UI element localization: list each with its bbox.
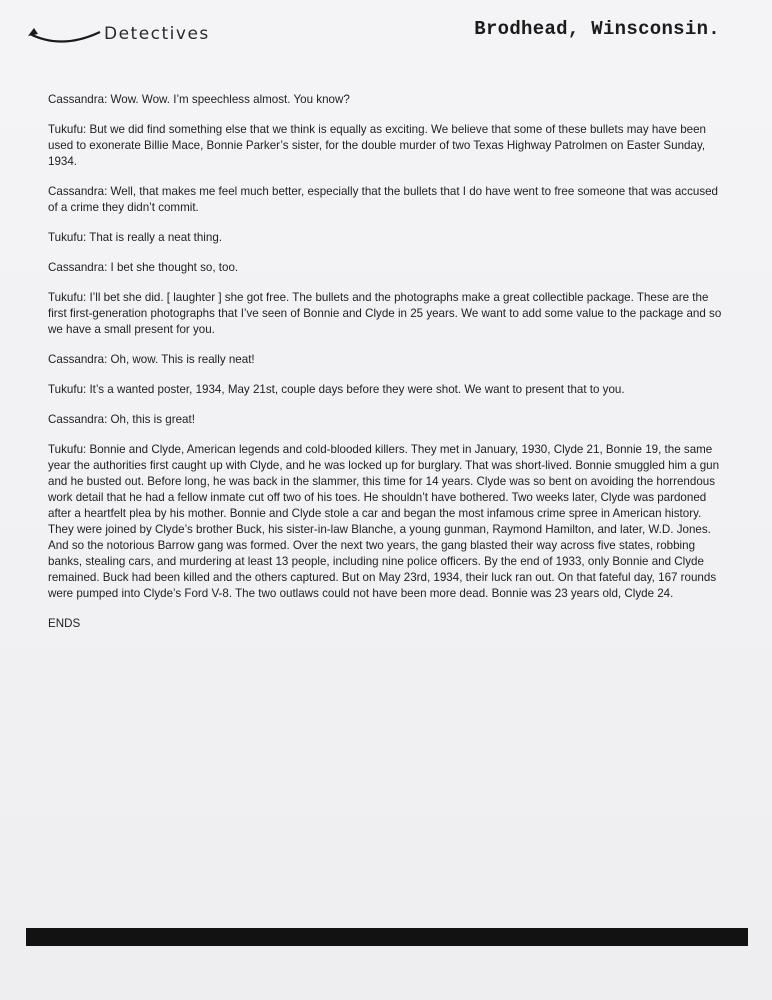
transcript-paragraph: Cassandra: Well, that makes me feel much better, especially that the bullets that I do have went to free someone that was accused of a crime they didn’t commit. (48, 185, 719, 214)
transcript-paragraph: Tukufu: But we did find something else that we think is equally as exciting. We believe that some of these bullets may have been used to exonerate Billie Mace, Bonnie Parker’s sister, for the double murder of two Texas Highway Patrolmen on Easter Sunday, 1934. (48, 123, 706, 168)
transcript-paragraph: Tukufu: I’ll bet she did. [ laughter ] she got free. The bullets and the photographs make a great collectible package. These are the first first-generation photographs that I’ve seen of Bonnie and Clyde in 25 years. We want to add some value to the package and so we have a small present for you. (48, 291, 722, 336)
transcript-paragraph: Cassandra: I bet she thought so, too. (48, 261, 239, 274)
transcript-ends: ENDS (48, 617, 81, 630)
transcript-paragraph: Cassandra: Oh, this is great! (48, 413, 195, 426)
location-heading: Brodhead, Winsconsin. (474, 18, 720, 40)
logo-swoosh-icon (24, 16, 104, 52)
detectives-logo (24, 16, 234, 52)
transcript-paragraph: Cassandra: Oh, wow. This is really neat! (48, 353, 255, 366)
transcript-paragraph: Tukufu: It’s a wanted poster, 1934, May 21st, couple days before they were shot. We want to present that to you. (48, 383, 625, 396)
transcript-paragraph: Tukufu: Bonnie and Clyde, American legends and cold-blooded killers. They met in January, 1930, Clyde 21, Bonnie 19, the same year the authorities first caught up with Clyde, and he was locked up for burglary. That was short-lived. Bonnie smuggled him a gun and he busted out. Before long, he was back in the slammer, this time for 14 years. Clyde was so bent on avoiding the horrendous work detail that he had a fellow inmate cut off two of his toes. He shouldn’t have bothered. Two weeks later, Clyde was pardoned after a heartfelt plea by his mother. Bonnie and Clyde stole a car and began the most infamous crime spree in American history. They were joined by Clyde’s brother Buck, his sister-in-law Blanche, a young gunman, Raymond Hamilton, and later, W.D. Jones. And so the notorious Barrow gang was formed. Over the next two years, the gang blasted their way across five states, robbing banks, stealing cars, and murdering at least 13 people, including nine police officers. By the end of 1933, only Bonnie and Clyde remained. Buck had been killed and the others captured. But on May 23rd, 1934, their luck ran out. On that fateful day, 167 rounds were pumped into Clyde’s Ford V-8. The two outlaws could not have been more dead. Bonnie was 23 years old, Clyde 24. (48, 443, 720, 600)
footer-bar (26, 928, 748, 946)
transcript-body (48, 92, 724, 646)
transcript-paragraph: Tukufu: That is really a neat thing. (48, 231, 223, 244)
transcript-paragraph: Cassandra: Wow. Wow. I’m speechless almost. You know? (48, 93, 350, 106)
logo-text: Detectives (104, 24, 210, 44)
